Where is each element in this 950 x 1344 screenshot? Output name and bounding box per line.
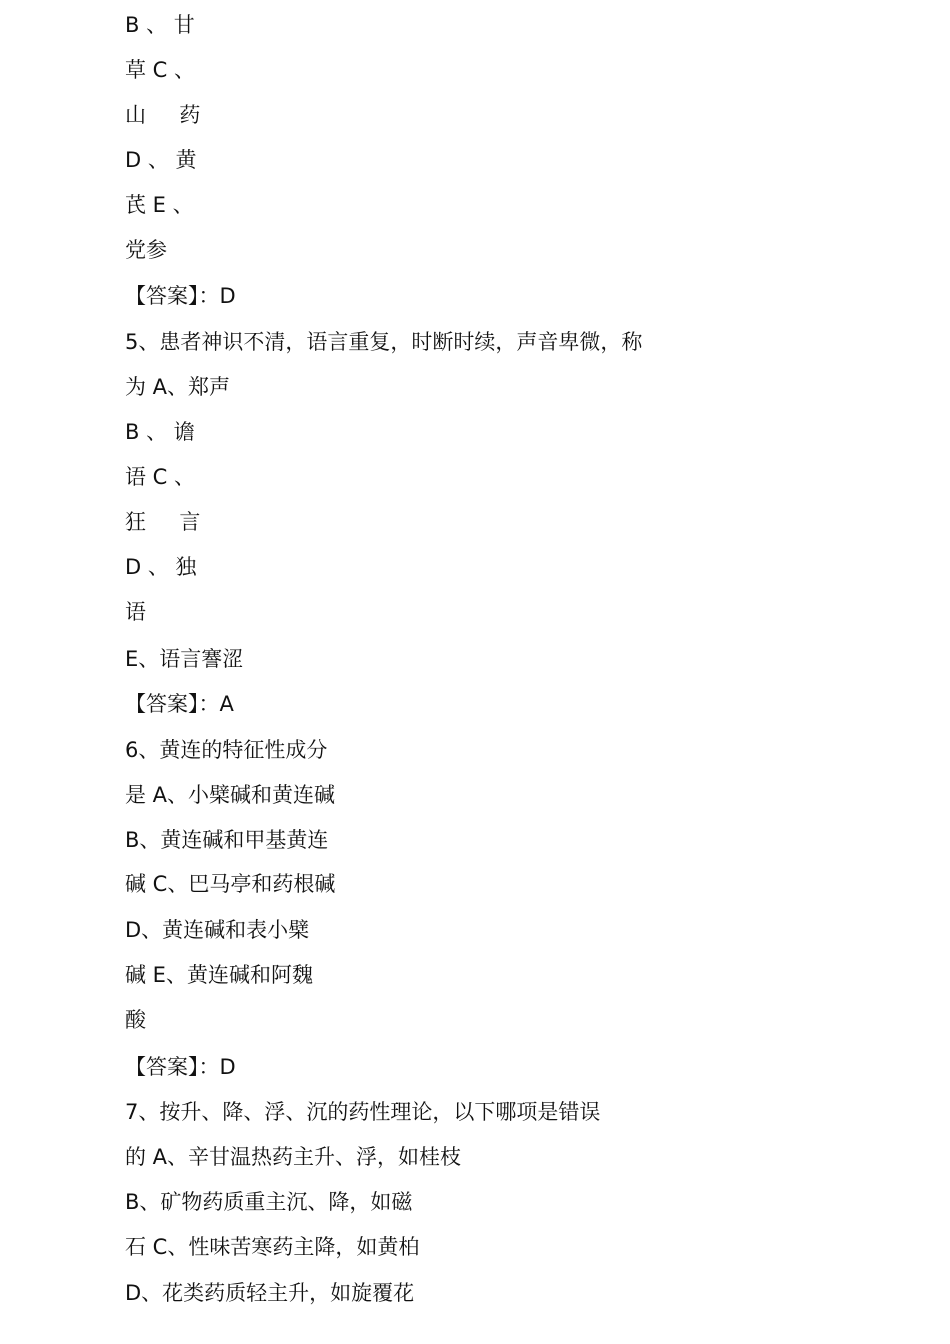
text-line: B、黄连碱和甲基黄连 (125, 828, 329, 852)
question-line: 6、黄连的特征性成分 (125, 738, 328, 762)
text-line: B 、 甘 (125, 13, 195, 37)
text-line: B、矿物药质重主沉、降，如磁 (125, 1190, 413, 1214)
answer-line: 【答案】：D (125, 1055, 236, 1079)
text-line: 芪 E 、 (125, 193, 194, 217)
text-line: 语 (125, 600, 146, 624)
text-line: 碱 E、黄连碱和阿魏 (125, 963, 313, 987)
text-line: D 、 黄 (125, 148, 197, 172)
text-line: 碱 C、巴马亭和药根碱 (125, 872, 336, 896)
text-line: B 、 谵 (125, 420, 195, 444)
answer-line: 【答案】：A (125, 692, 234, 716)
text-line: 狂 言 (125, 510, 201, 534)
text-line: D 、 独 (125, 555, 197, 579)
text-line: 语 C 、 (125, 465, 196, 489)
text-line: 酸 (125, 1008, 146, 1032)
text-line: 党参 (125, 238, 167, 262)
text-line: 草 C 、 (125, 58, 196, 82)
text-line: E、语言謇涩 (125, 647, 244, 671)
text-line: D、花类药质轻主升，如旋覆花 (125, 1281, 415, 1305)
text-line: 山 药 (125, 103, 201, 127)
question-line: 7、按升、降、浮、沉的药性理论，以下哪项是错误 (125, 1100, 601, 1124)
question-line: 5、患者神识不清，语言重复，时断时续，声音卑微，称 (125, 330, 643, 354)
text-line: D、黄连碱和表小檗 (125, 918, 310, 942)
text-line: 是 A、小檗碱和黄连碱 (125, 783, 336, 807)
text-line: 的 A、辛甘温热药主升、浮，如桂枝 (125, 1145, 462, 1169)
answer-line: 【答案】：D (125, 284, 236, 308)
text-line: 为 A、郑声 (125, 375, 231, 399)
text-line: 石 C、性味苦寒药主降，如黄柏 (125, 1235, 420, 1259)
